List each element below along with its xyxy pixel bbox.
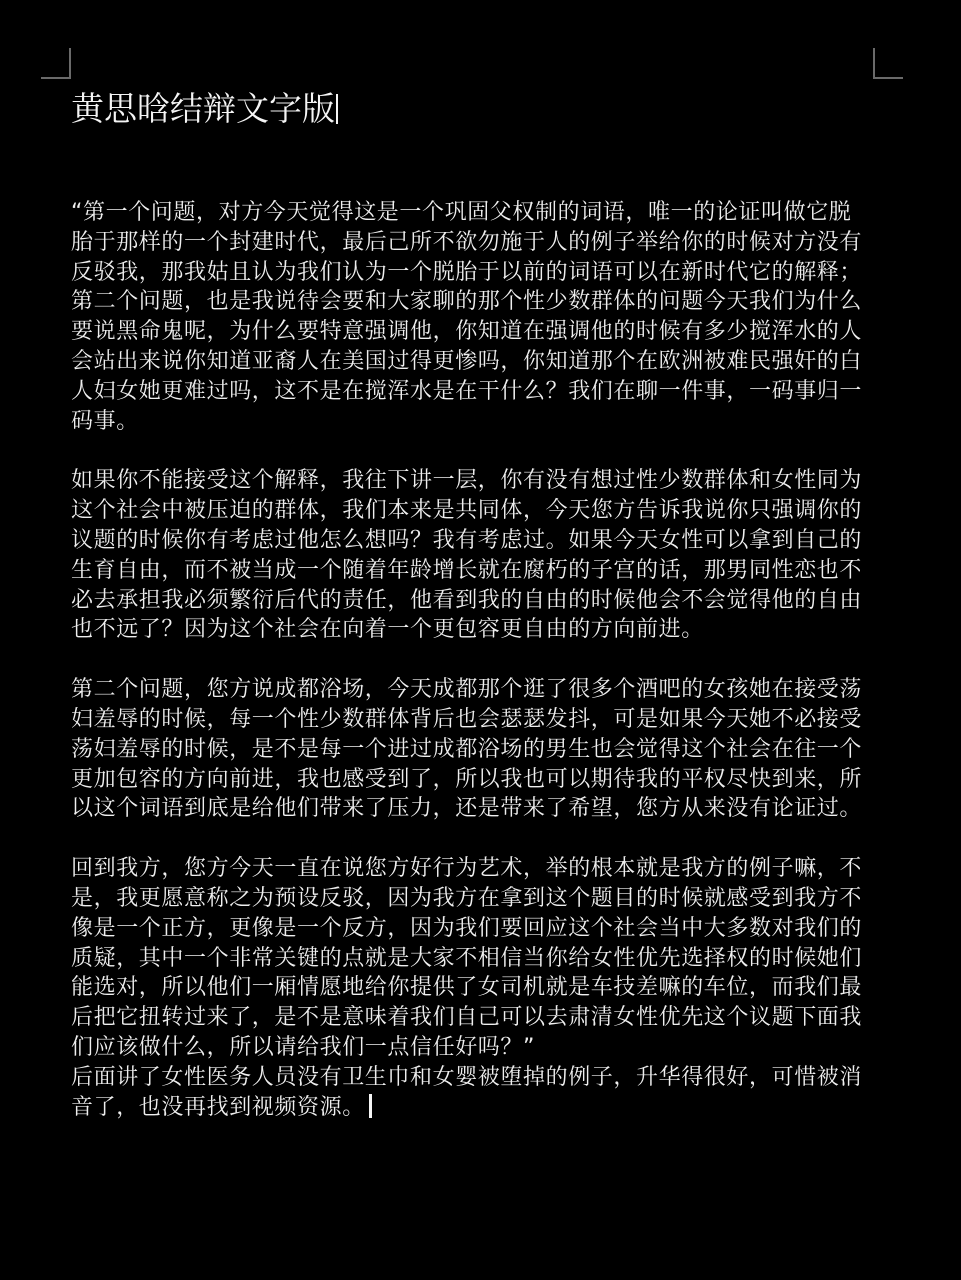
page-corner-mark-right bbox=[873, 48, 903, 79]
text-line: 人妇女她更难过吗，这不是在搅浑水是在干什么？我们在聊一件事，一码事归一 bbox=[71, 378, 863, 404]
text-line: 也不远了？因为这个社会在向着一个更包容更自由的方向前进。 bbox=[71, 617, 704, 643]
text-line: 们应该做什么，所以请给我们一点信任好吗？” bbox=[71, 1034, 535, 1060]
page-corner-mark-left bbox=[41, 48, 71, 79]
text-line: 以这个词语到底是给他们带来了压力，还是带来了希望，您方从来没有论证过。 bbox=[71, 796, 863, 822]
paragraph-spacer bbox=[71, 645, 881, 675]
paragraph-3 bbox=[71, 675, 881, 824]
text-line: 必去承担我必须繁衍后代的责任，他看到我的自由的时候他会不会觉得他的自由 bbox=[71, 587, 863, 613]
text-line: 要说黑命鬼呢，为什么要特意强调他，你知道在强调他的时候有多少搅浑水的人 bbox=[71, 319, 863, 345]
text-line: 荡妇羞辱的时候，是不是每一个进过成都浴场的男生也会觉得这个社会在往一个 bbox=[71, 736, 863, 762]
text-line: 后把它扭转过来了，是不是意味着我们自己可以去肃清女性优先这个议题下面我 bbox=[71, 1005, 863, 1031]
text-line: 质疑，其中一个非常关键的点就是大家不相信当你给女性优先选择权的时候她们 bbox=[71, 945, 863, 971]
text-line: 妇羞辱的时候，每一个性少数群体背后也会瑟瑟发抖，可是如果今天她不必接受 bbox=[71, 706, 863, 732]
text-line: 像是一个正方，更像是一个反方，因为我们要回应这个社会当中大多数对我们的 bbox=[71, 915, 863, 941]
text-line: 更加包容的方向前进，我也感受到了，所以我也可以期待我的平权尽快到来，所 bbox=[71, 766, 863, 792]
text-line: 能选对，所以他们一厢情愿地给你提供了女司机就是车技差嘛的车位，而我们最 bbox=[71, 975, 863, 1001]
text-cursor bbox=[369, 1094, 372, 1118]
text-line: 生育自由，而不被当成一个随着年龄增长就在腐朽的子宫的话，那男同性恋也不 bbox=[71, 557, 863, 583]
text-line: 第二个问题，也是我说待会要和大家聊的那个性少数群体的问题今天我们为什么 bbox=[71, 289, 863, 315]
paragraph-spacer bbox=[71, 436, 881, 466]
title-text-cursor bbox=[336, 94, 338, 124]
text-line: “第一个问题，对方今天觉得这是一个巩固父权制的词语，唯一的论证叫做它脱 bbox=[71, 200, 852, 225]
last-line-text: 音了，也没再找到视频资源。 bbox=[71, 1094, 365, 1120]
document-title: 黄思晗结辩文字版 bbox=[71, 89, 335, 128]
text-line: 回到我方，您方今天一直在说您方好行为艺术，举的根本就是我方的例子嘛，不 bbox=[71, 856, 863, 882]
paragraph-spacer bbox=[71, 824, 881, 854]
document-body[interactable] bbox=[71, 198, 881, 1122]
text-line: 这个社会中被压迫的群体，我们本来是共同体，今天您方告诉我说你只强调你的 bbox=[71, 498, 863, 524]
text-line: 是，我更愿意称之为预设反驳，因为我方在拿到这个题目的时候就感受到我方不 bbox=[71, 885, 863, 911]
text-line: 议题的时候你有考虑过他怎么想吗？我有考虑过。如果今天女性可以拿到自己的 bbox=[71, 527, 863, 553]
text-line: 如果你不能接受这个解释，我往下讲一层，你有没有想过性少数群体和女性同为 bbox=[71, 468, 863, 494]
text-line: 会站出来说你知道亚裔人在美国过得更惨吗，你知道那个在欧洲被难民强奸的白 bbox=[71, 348, 863, 374]
text-line: 码事。 bbox=[71, 408, 139, 434]
text-line: 胎于那样的一个封建时代，最后己所不欲勿施于人的例子举给你的时候对方没有 bbox=[71, 229, 863, 255]
text-line: 反驳我，那我姑且认为我们认为一个脱胎于以前的词语可以在新时代它的解释； bbox=[71, 259, 863, 285]
text-line: 后面讲了女性医务人员没有卫生巾和女婴被堕掉的例子，升华得很好，可惜被消 bbox=[71, 1064, 863, 1090]
paragraph-1 bbox=[71, 198, 881, 436]
paragraph-4 bbox=[71, 854, 881, 1122]
paragraph-2 bbox=[71, 466, 881, 645]
text-line: 第二个问题，您方说成都浴场，今天成都那个逛了很多个酒吧的女孩她在接受荡 bbox=[71, 677, 863, 703]
document-title-container[interactable] bbox=[71, 88, 338, 130]
text-line-last bbox=[71, 1093, 881, 1123]
